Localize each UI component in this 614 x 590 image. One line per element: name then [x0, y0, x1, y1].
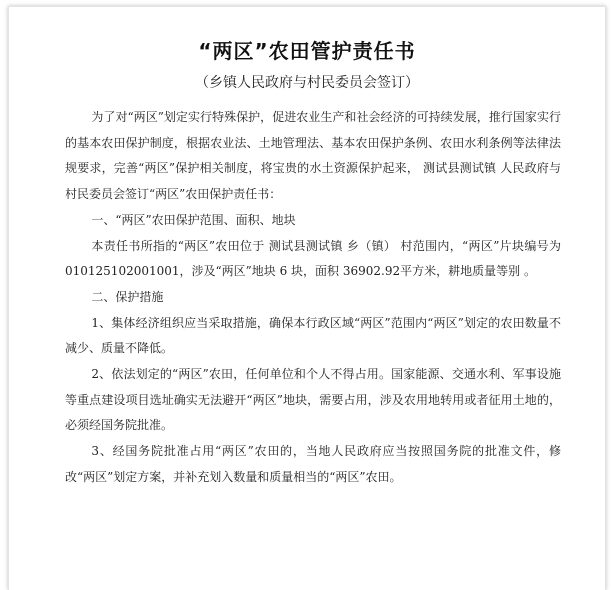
document-subtitle: （乡镇人民政府与村民委员会签订）	[195, 75, 419, 91]
paragraph-intro: 为了对“两区”划定实行特殊保护，促进农业生产和社会经济的可持续发展，推行国家实行的基本农田保护制度，根据农业法、土地管理法、基本农田保护条例、农田水利条例等法律法规要求，完善“两区”保护相关制度，将宝贵的水土资源保护起来， 测试县测试镇 人民政府与 村民委员会签订“两区”农田保护责任书：	[65, 110, 561, 202]
paragraph-scope: 本责任书所指的“两区”农田位于 测试县测试镇 乡（镇） 村范围内，“两区”片块编号为 010125102001001，涉及“两区”地块 6 块，面积 36902.92平方米，耕地质量等别 。	[65, 238, 561, 279]
document-title: “两区”农田管护责任书	[198, 39, 416, 63]
paragraph-measure-2: 2、依法划定的“两区”农田，任何单位和个人不得占用。国家能源、交通水利、军事设施等重点建设项目选址确实无法避开“两区”地块，需要占用，涉及农用地转用或者征用土地的，必须经国务院批准。	[65, 367, 561, 433]
paragraph-measure-1: 1、集体经济组织应当采取措施，确保本行政区域“两区”范围内“两区”划定的农田数量不减少、质量不降低。	[65, 315, 561, 356]
section-heading-scope: 一、“两区”农田保护范围、面积、地块	[91, 212, 296, 227]
section-heading-measures: 二、保护措施	[91, 289, 164, 304]
paragraph-measure-3: 3、经国务院批准占用“两区”农田的，当地人民政府应当按照国务院的批准文件，修改“两区”划定方案，并补充划入数量和质量相当的“两区”农田。	[65, 444, 561, 484]
document-page	[8, 6, 606, 590]
document-body	[65, 105, 561, 491]
